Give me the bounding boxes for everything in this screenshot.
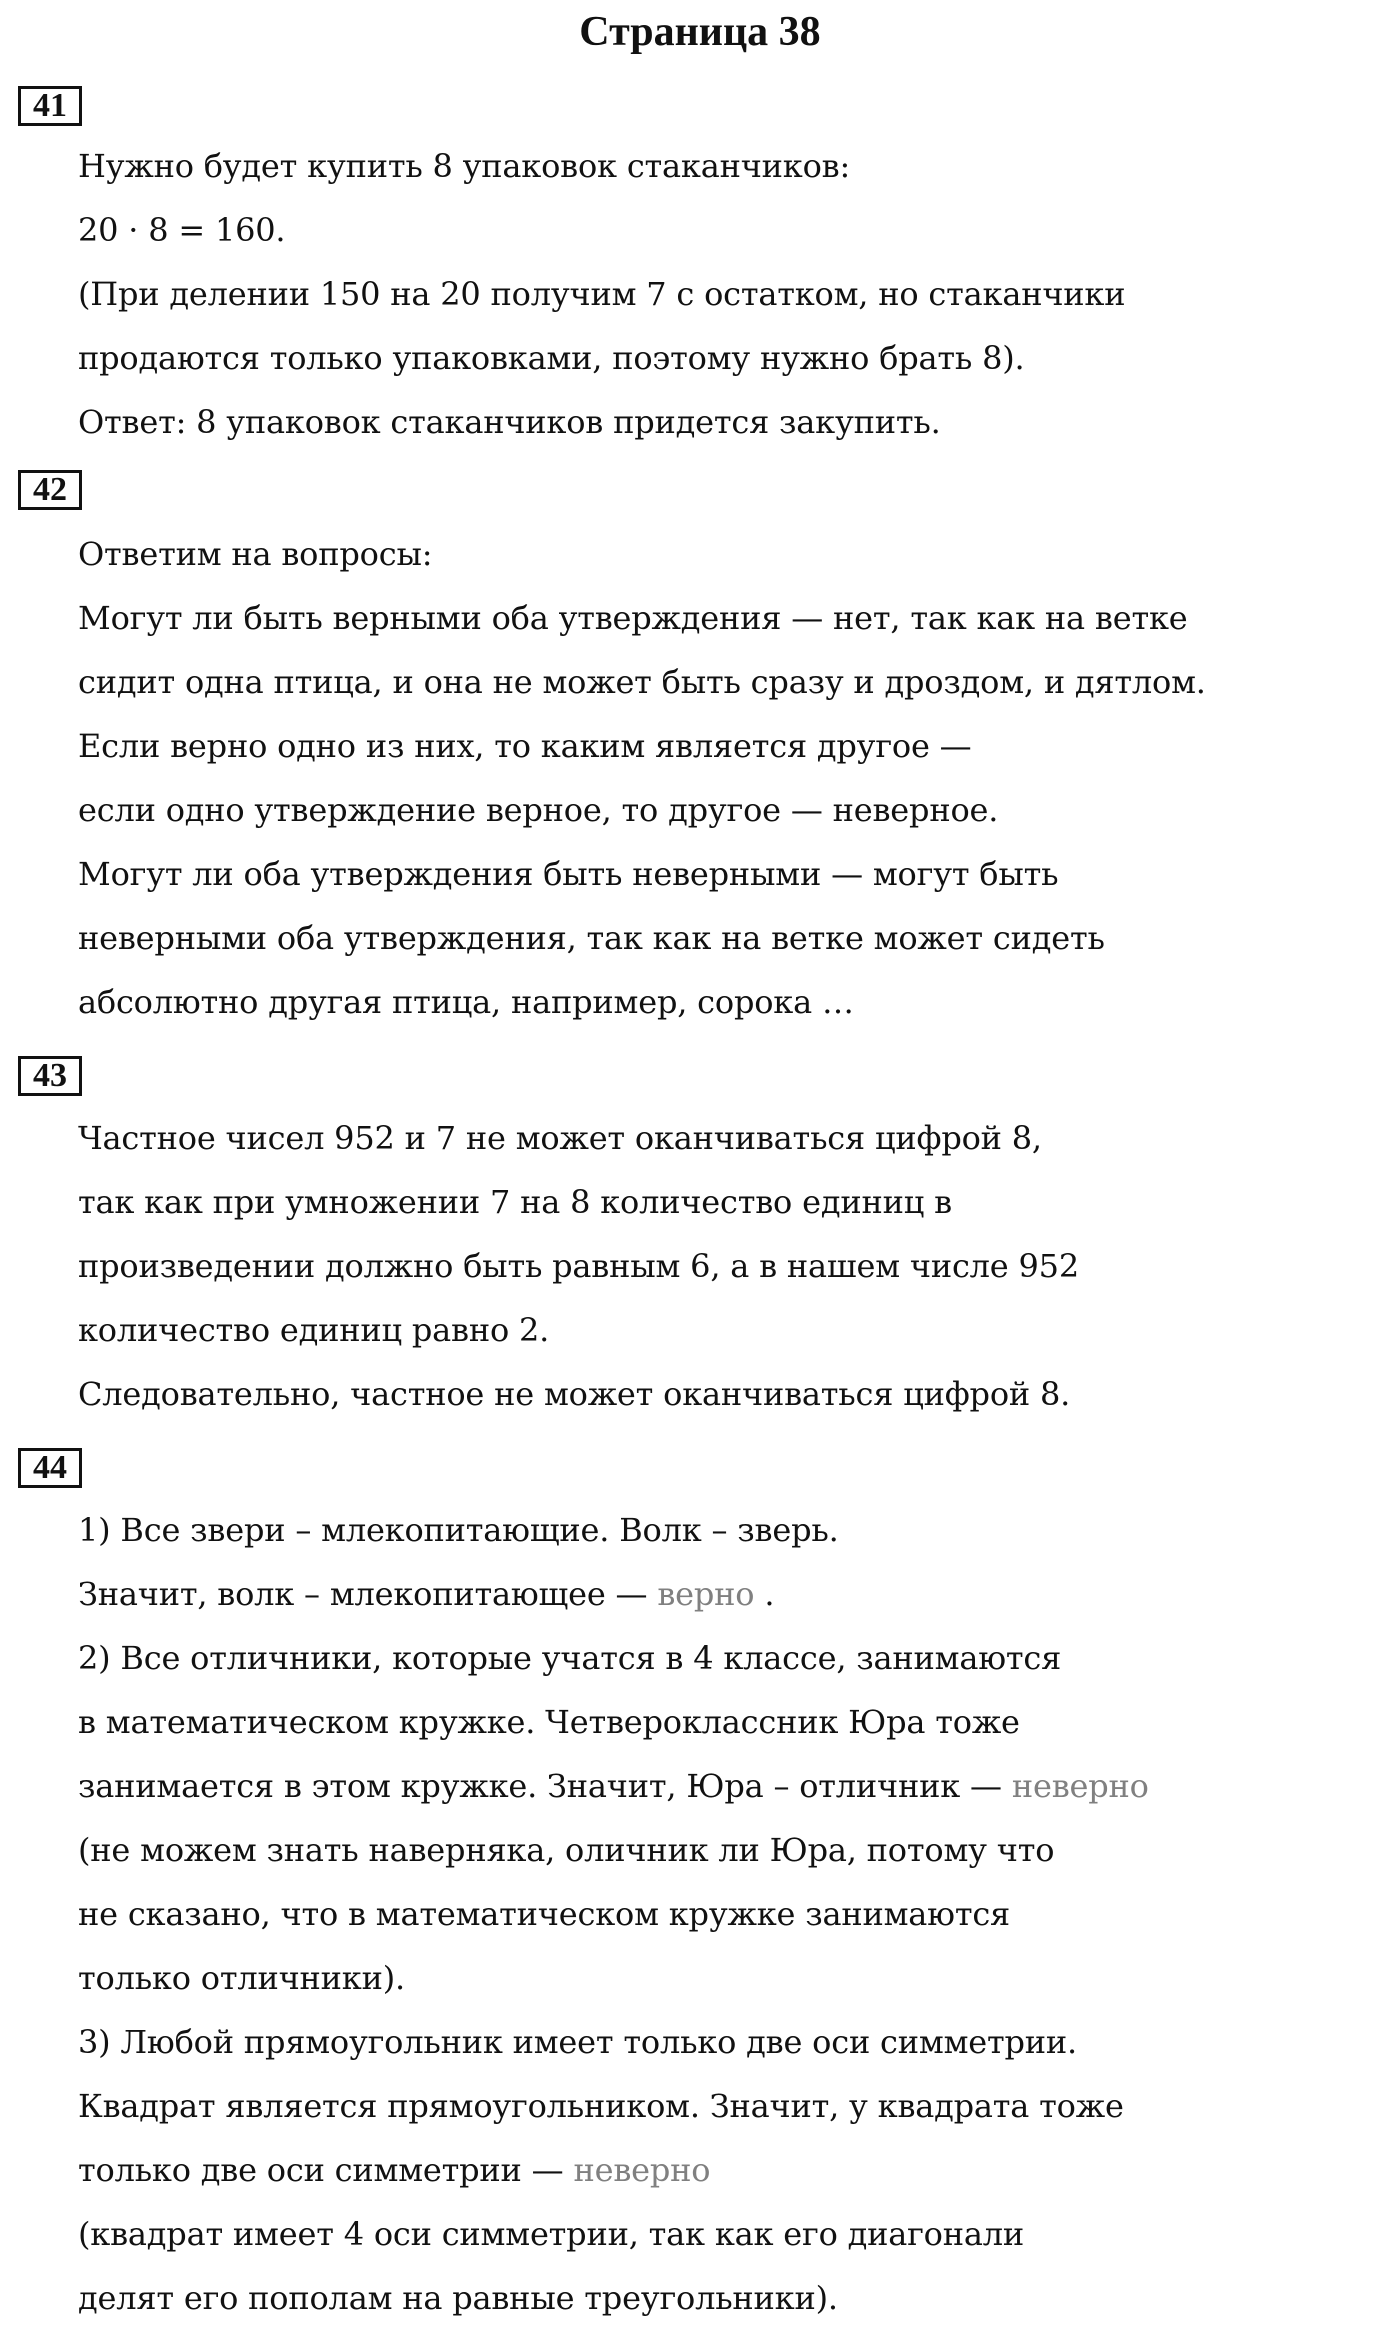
task-42-line-2: Могут ли быть верными оба утверждения — нет, так как на ветке	[78, 599, 1188, 637]
task-44-line-7: не сказано, что в математическом кружке занимаются	[78, 1895, 1011, 1933]
task-44-line-12: (квадрат имеет 4 оси симметрии, так как его диагонали	[78, 2215, 1025, 2253]
task-44-line-11	[78, 2146, 710, 2194]
page-title: Страница 38	[579, 9, 821, 55]
task-41-line-4: продаются только упаковками, поэтому нужно брать 8).	[78, 339, 1025, 377]
task-43-line-3: произведении должно быть равным 6, а в нашем числе 952	[78, 1247, 1079, 1285]
task-44-line-5	[78, 1762, 1149, 1810]
task-44-line-4: в математическом кружке. Четвероклассник Юра тоже	[78, 1703, 1020, 1741]
task-42-line-1: Ответим на вопросы:	[78, 535, 433, 573]
task-44-line-8: только отличники).	[78, 1959, 405, 1997]
answer-2: неверно	[1011, 1767, 1149, 1805]
task-41-line-1: Нужно будет купить 8 упаковок стаканчиков:	[78, 147, 851, 185]
task-number-44: 44	[18, 1448, 82, 1488]
task-number-41: 41	[18, 86, 82, 126]
task-44-line-11-text: только две оси симметрии —	[78, 2151, 564, 2189]
task-42-line-5: если одно утверждение верное, то другое — неверное.	[78, 791, 999, 829]
task-42-line-6: Могут ли оба утверждения быть неверными — могут быть	[78, 855, 1059, 893]
task-43-line-4: количество единиц равно 2.	[78, 1311, 550, 1349]
task-42-line-7: неверными оба утверждения, так как на ветке может сидеть	[78, 919, 1105, 957]
answer-3: неверно	[573, 2151, 711, 2189]
task-41-line-3: (При делении 150 на 20 получим 7 с остатком, но стаканчики	[78, 275, 1126, 313]
task-number-43: 43	[18, 1056, 82, 1096]
task-number-42: 42	[18, 470, 82, 510]
task-44-line-9: 3) Любой прямоугольник имеет только две оси симметрии.	[78, 2023, 1078, 2061]
task-44-line-6: (не можем знать наверняка, оличник ли Юра, потому что	[78, 1831, 1055, 1869]
task-42-line-3: сидит одна птица, и она не может быть сразу и дроздом, и дятлом.	[78, 663, 1206, 701]
task-42-line-8: абсолютно другая птица, например, сорока …	[78, 983, 854, 1021]
task-44-line-2	[78, 1570, 774, 1618]
task-42-line-4: Если верно одно из них, то каким является другое —	[78, 727, 972, 765]
task-44-line-5-text: занимается в этом кружке. Значит, Юра – отличник —	[78, 1767, 1002, 1805]
answer-1-tail: .	[754, 1575, 775, 1613]
task-44-line-3: 2) Все отличники, которые учатся в 4 классе, занимаются	[78, 1639, 1062, 1677]
task-44-line-2-text: Значит, волк – млекопитающее —	[78, 1575, 648, 1613]
task-43-line-1: Частное чисел 952 и 7 не может оканчиваться цифрой 8,	[78, 1119, 1042, 1157]
task-43-line-5: Следовательно, частное не может оканчиваться цифрой 8.	[78, 1375, 1071, 1413]
task-41-line-5: Ответ: 8 упаковок стаканчиков придется закупить.	[78, 403, 941, 441]
task-44-line-1: 1) Все звери – млекопитающие. Волк – зверь.	[78, 1511, 839, 1549]
task-41-line-2: 20 · 8 = 160.	[78, 211, 286, 249]
task-43-line-2: так как при умножении 7 на 8 количество единиц в	[78, 1183, 952, 1221]
task-44-line-10: Квадрат является прямоугольником. Значит, у квадрата тоже	[78, 2087, 1124, 2125]
task-44-line-13: делят его пополам на равные треугольники).	[78, 2279, 838, 2317]
answer-1: верно	[657, 1575, 755, 1613]
